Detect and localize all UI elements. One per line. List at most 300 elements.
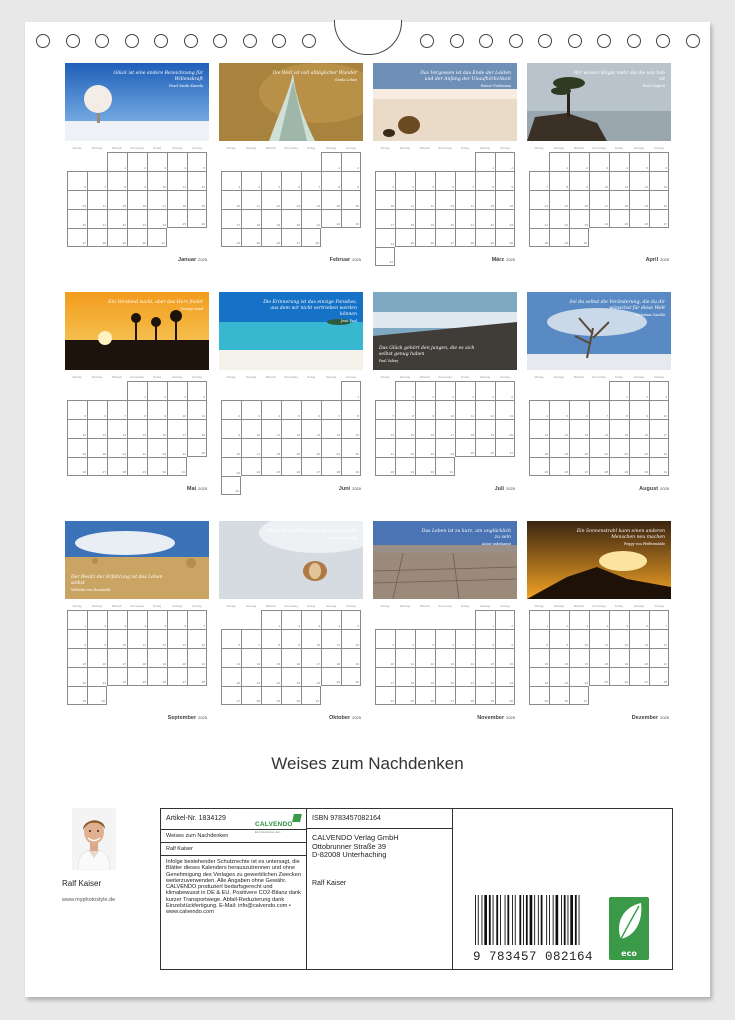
day-number: 7 bbox=[472, 185, 474, 189]
day-cell bbox=[187, 209, 207, 228]
day-number: 8 bbox=[546, 643, 548, 647]
day-cell bbox=[649, 648, 669, 667]
day-cell bbox=[455, 171, 475, 190]
day-cell bbox=[187, 610, 207, 629]
day-number: 14 bbox=[544, 204, 548, 208]
weekday-label: Sonntag bbox=[346, 376, 356, 379]
day-number: 18 bbox=[624, 204, 628, 208]
month-photo bbox=[527, 521, 671, 599]
day-number: 26 bbox=[644, 222, 648, 226]
day-number: 13 bbox=[644, 643, 648, 647]
day-cell bbox=[549, 152, 569, 171]
day-cell bbox=[187, 400, 207, 419]
day-number: 8 bbox=[84, 643, 86, 647]
day-cell bbox=[609, 171, 629, 190]
day-number: 15 bbox=[624, 433, 628, 437]
day-number: 25 bbox=[182, 222, 186, 226]
day-number: 5 bbox=[626, 624, 628, 628]
month-photo bbox=[65, 521, 209, 599]
day-cell bbox=[321, 190, 341, 209]
calvendo-tagline: Ein Unternehmen der ... bbox=[255, 831, 283, 834]
day-number: 13 bbox=[296, 204, 300, 208]
day-number: 6 bbox=[586, 414, 588, 418]
month-name: Dezember bbox=[631, 715, 659, 721]
day-cell bbox=[395, 171, 415, 190]
weekday-label: Mittwoch bbox=[111, 376, 123, 379]
weekday-label: Samstag bbox=[479, 147, 491, 150]
day-number: 11 bbox=[410, 204, 414, 208]
day-cell bbox=[261, 209, 281, 228]
day-number: 1 bbox=[357, 395, 359, 399]
day-cell bbox=[281, 438, 301, 457]
weekday-label: Freitag bbox=[460, 376, 470, 379]
binding-ring bbox=[243, 34, 257, 48]
day-number: 17 bbox=[584, 662, 588, 666]
binding-ring bbox=[450, 34, 464, 48]
day-number: 13 bbox=[316, 433, 320, 437]
day-number: 23 bbox=[236, 471, 240, 475]
day-number: 1 bbox=[144, 395, 146, 399]
day-cell bbox=[569, 400, 589, 419]
day-number: 5 bbox=[357, 624, 359, 628]
day-cell bbox=[395, 400, 415, 419]
month-year: 2025 bbox=[198, 715, 207, 720]
day-number: 7 bbox=[104, 185, 106, 189]
month-juni bbox=[219, 292, 363, 500]
day-cell bbox=[127, 381, 147, 400]
day-number: 4 bbox=[626, 166, 628, 170]
day-number: 19 bbox=[296, 452, 300, 456]
month-name: Mai bbox=[186, 486, 197, 492]
day-number: 15 bbox=[544, 662, 548, 666]
day-number: 7 bbox=[203, 624, 205, 628]
day-number: 28 bbox=[315, 241, 319, 245]
day-number: 10 bbox=[584, 643, 588, 647]
quote-author: Peggy von Pfeffermühle bbox=[624, 542, 665, 546]
day-cell bbox=[435, 171, 455, 190]
weekday-label: Donnerstag bbox=[592, 376, 606, 379]
day-number: 10 bbox=[236, 204, 240, 208]
day-number: 28 bbox=[544, 241, 548, 245]
quote-author: Ruth Gugerli bbox=[642, 84, 665, 88]
day-number: 8 bbox=[144, 414, 146, 418]
day-cell bbox=[529, 629, 549, 648]
day-cell bbox=[221, 438, 241, 457]
day-cell bbox=[609, 381, 629, 400]
day-number: 7 bbox=[124, 414, 126, 418]
day-cell bbox=[455, 419, 475, 438]
day-number: 14 bbox=[122, 433, 126, 437]
day-cell bbox=[261, 629, 281, 648]
day-number: 17 bbox=[390, 681, 394, 685]
day-cell bbox=[127, 629, 147, 648]
day-number: 24 bbox=[584, 681, 588, 685]
day-cell bbox=[415, 228, 435, 247]
day-number: 22 bbox=[490, 681, 494, 685]
day-cell bbox=[321, 629, 341, 648]
quote-text: Das Glück gehört den jungen, die es sich selbst genug haben bbox=[379, 346, 475, 357]
day-cell bbox=[589, 190, 609, 209]
day-cell bbox=[529, 438, 549, 457]
day-cell bbox=[221, 400, 241, 419]
weekday-label: Samstag bbox=[633, 147, 645, 150]
binding-ring bbox=[272, 34, 286, 48]
month-label bbox=[168, 715, 207, 721]
day-number: 31 bbox=[663, 470, 667, 474]
day-number: 20 bbox=[450, 223, 454, 227]
weekday-label: Donnerstag bbox=[592, 147, 606, 150]
weekday-label: Donnerstag bbox=[130, 376, 144, 379]
day-number: 27 bbox=[82, 241, 86, 245]
weekday-label: Montag bbox=[226, 376, 236, 379]
weekday-label: Donnerstag bbox=[284, 147, 298, 150]
day-number: 5 bbox=[84, 414, 86, 418]
day-number: 27 bbox=[450, 241, 454, 245]
day-cell bbox=[609, 400, 629, 419]
day-cell bbox=[549, 171, 569, 190]
day-number: 29 bbox=[355, 470, 359, 474]
day-number: 28 bbox=[256, 699, 260, 703]
day-cell bbox=[281, 457, 301, 476]
day-cell bbox=[87, 629, 107, 648]
weekday-label: Freitag bbox=[306, 605, 316, 608]
day-number: 18 bbox=[410, 223, 414, 227]
day-number: 9 bbox=[511, 643, 513, 647]
day-cell bbox=[87, 171, 107, 190]
weekday-label: Mittwoch bbox=[419, 376, 431, 379]
day-number: 16 bbox=[162, 433, 166, 437]
weekday-label: Donnerstag bbox=[438, 147, 452, 150]
day-cell bbox=[569, 190, 589, 209]
day-cell bbox=[495, 152, 515, 171]
day-number: 19 bbox=[201, 204, 205, 208]
day-cell bbox=[629, 171, 649, 190]
day-number: 27 bbox=[644, 680, 648, 684]
month-september bbox=[65, 521, 209, 729]
day-cell bbox=[107, 209, 127, 228]
day-cell bbox=[529, 667, 549, 686]
day-number: 10 bbox=[162, 185, 166, 189]
day-cell bbox=[609, 457, 629, 476]
day-grid bbox=[221, 381, 361, 495]
day-cell bbox=[495, 419, 515, 438]
day-number: 24 bbox=[182, 452, 186, 456]
day-number: 29 bbox=[410, 470, 414, 474]
month-year: 2025 bbox=[506, 486, 515, 491]
day-number: 24 bbox=[450, 452, 454, 456]
day-cell bbox=[127, 419, 147, 438]
weekday-label: Dienstag bbox=[399, 147, 411, 150]
day-number: 6 bbox=[104, 414, 106, 418]
day-cell bbox=[241, 228, 261, 247]
day-cell bbox=[127, 648, 147, 667]
day-cell bbox=[549, 629, 569, 648]
month-label bbox=[339, 486, 361, 492]
day-number: 26 bbox=[430, 241, 434, 245]
day-cell bbox=[609, 419, 629, 438]
day-cell bbox=[107, 400, 127, 419]
day-number: 10 bbox=[316, 643, 320, 647]
day-cell bbox=[301, 400, 321, 419]
day-cell bbox=[221, 457, 241, 476]
weekday-label: Donnerstag bbox=[438, 376, 452, 379]
day-cell bbox=[629, 438, 649, 457]
day-number: 23 bbox=[296, 681, 300, 685]
day-number: 21 bbox=[470, 681, 474, 685]
day-cell bbox=[167, 419, 187, 438]
day-cell bbox=[609, 438, 629, 457]
day-cell bbox=[589, 171, 609, 190]
weekday-label: Dienstag bbox=[91, 605, 103, 608]
day-number: 8 bbox=[278, 643, 280, 647]
day-number: 2 bbox=[238, 414, 240, 418]
weekday-label: Sonntag bbox=[500, 605, 510, 608]
day-number: 16 bbox=[509, 204, 513, 208]
weekday-label: Montag bbox=[534, 147, 544, 150]
day-number: 20 bbox=[296, 223, 300, 227]
weekday-header bbox=[67, 147, 207, 150]
day-cell bbox=[395, 457, 415, 476]
hanger-cutout bbox=[334, 20, 402, 55]
day-cell bbox=[321, 400, 341, 419]
day-number: 11 bbox=[604, 643, 608, 647]
day-cell bbox=[87, 209, 107, 228]
day-cell bbox=[395, 228, 415, 247]
day-cell bbox=[187, 381, 207, 400]
month-year: 2025 bbox=[660, 257, 669, 262]
day-number: 8 bbox=[412, 414, 414, 418]
day-cell bbox=[87, 686, 107, 705]
day-number: 27 bbox=[450, 699, 454, 703]
day-cell bbox=[375, 171, 395, 190]
day-cell bbox=[147, 610, 167, 629]
month-quote bbox=[107, 71, 203, 89]
day-number: 22 bbox=[564, 223, 568, 227]
day-number: 30 bbox=[430, 470, 434, 474]
day-number: 25 bbox=[544, 470, 548, 474]
weekday-header bbox=[529, 605, 669, 608]
day-cell bbox=[167, 438, 187, 457]
day-number: 8 bbox=[338, 185, 340, 189]
day-cell bbox=[395, 648, 415, 667]
day-number: 28 bbox=[102, 241, 106, 245]
day-cell bbox=[127, 190, 147, 209]
day-number: 14 bbox=[604, 433, 608, 437]
day-number: 11 bbox=[410, 662, 414, 666]
day-cell bbox=[341, 648, 361, 667]
day-number: 13 bbox=[102, 433, 106, 437]
day-number: 22 bbox=[490, 223, 494, 227]
quote-author: Autor unbekannt bbox=[481, 542, 511, 546]
day-cell bbox=[147, 228, 167, 247]
day-number: 17 bbox=[450, 433, 454, 437]
day-cell bbox=[321, 648, 341, 667]
day-number: 8 bbox=[357, 414, 359, 418]
day-number: 25 bbox=[470, 451, 474, 455]
day-number: 14 bbox=[102, 204, 106, 208]
day-number: 11 bbox=[256, 204, 260, 208]
day-cell bbox=[589, 610, 609, 629]
day-number: 28 bbox=[201, 680, 205, 684]
day-cell bbox=[261, 438, 281, 457]
day-number: 10 bbox=[390, 662, 394, 666]
day-number: 23 bbox=[584, 223, 588, 227]
day-cell bbox=[609, 648, 629, 667]
day-cell bbox=[67, 686, 87, 705]
day-number: 9 bbox=[164, 414, 166, 418]
day-cell bbox=[455, 228, 475, 247]
day-cell bbox=[301, 667, 321, 686]
day-cell bbox=[455, 629, 475, 648]
day-number: 25 bbox=[624, 222, 628, 226]
day-cell bbox=[87, 610, 107, 629]
day-cell bbox=[341, 457, 361, 476]
day-cell bbox=[549, 610, 569, 629]
day-cell bbox=[475, 438, 495, 457]
weekday-header bbox=[529, 376, 669, 379]
day-number: 19 bbox=[430, 223, 434, 227]
day-number: 15 bbox=[336, 204, 340, 208]
day-number: 6 bbox=[452, 643, 454, 647]
month-quote bbox=[415, 71, 511, 89]
day-number: 15 bbox=[564, 204, 568, 208]
day-number: 24 bbox=[122, 680, 126, 684]
day-cell bbox=[241, 629, 261, 648]
day-cell bbox=[107, 610, 127, 629]
month-label bbox=[477, 715, 515, 721]
day-cell bbox=[67, 438, 87, 457]
day-number: 18 bbox=[142, 662, 146, 666]
day-number: 20 bbox=[102, 452, 106, 456]
month-year: 2025 bbox=[352, 257, 361, 262]
day-number: 12 bbox=[430, 662, 434, 666]
day-number: 4 bbox=[278, 414, 280, 418]
day-cell bbox=[127, 457, 147, 476]
ean-number: 9 783457 082164 bbox=[473, 950, 594, 964]
day-number: 16 bbox=[644, 433, 648, 437]
quote-text: Glück ist eine andere Bezeichnung für Willenskraft bbox=[113, 71, 203, 82]
day-cell bbox=[569, 667, 589, 686]
weekday-label: Samstag bbox=[171, 147, 183, 150]
publisher-street: Ottobrunner Straße 39 bbox=[312, 841, 386, 851]
weekday-label: Samstag bbox=[171, 605, 183, 608]
day-number: 10 bbox=[450, 414, 454, 418]
day-number: 1 bbox=[546, 624, 548, 628]
day-cell bbox=[321, 171, 341, 190]
weekday-label: Montag bbox=[380, 147, 390, 150]
day-cell bbox=[261, 190, 281, 209]
day-number: 4 bbox=[546, 414, 548, 418]
article-row bbox=[161, 809, 306, 834]
day-number: 28 bbox=[336, 470, 340, 474]
day-cell bbox=[495, 228, 515, 247]
day-number: 27 bbox=[584, 470, 588, 474]
weekday-label: Montag bbox=[72, 147, 82, 150]
binding-ring bbox=[509, 34, 523, 48]
day-number: 18 bbox=[604, 662, 608, 666]
day-number: 21 bbox=[122, 452, 126, 456]
day-number: 22 bbox=[336, 222, 340, 226]
day-number: 30 bbox=[235, 489, 239, 493]
weekday-header bbox=[221, 376, 361, 379]
day-cell bbox=[569, 686, 589, 705]
day-cell bbox=[261, 686, 281, 705]
day-cell bbox=[341, 419, 361, 438]
day-number: 31 bbox=[181, 470, 185, 474]
day-cell bbox=[301, 171, 321, 190]
author-block bbox=[62, 808, 142, 903]
day-cell bbox=[529, 171, 549, 190]
day-cell bbox=[375, 686, 395, 705]
product-title-line: Weises zum Nachdenken bbox=[161, 830, 306, 843]
day-number: 23 bbox=[509, 223, 513, 227]
weekday-label: Montag bbox=[72, 376, 82, 379]
day-cell bbox=[455, 648, 475, 667]
day-cell bbox=[529, 457, 549, 476]
binding-ring bbox=[568, 34, 582, 48]
day-cell bbox=[107, 419, 127, 438]
day-cell bbox=[87, 419, 107, 438]
calendar-title: Weises zum Nachdenken bbox=[271, 754, 464, 773]
day-number: 1 bbox=[412, 395, 414, 399]
day-number: 23 bbox=[102, 681, 106, 685]
day-number: 7 bbox=[392, 414, 394, 418]
day-cell bbox=[475, 381, 495, 400]
day-number: 12 bbox=[624, 643, 628, 647]
day-cell bbox=[549, 190, 569, 209]
day-number: 25 bbox=[142, 680, 146, 684]
weekday-label: Donnerstag bbox=[284, 605, 298, 608]
day-cell bbox=[321, 152, 341, 171]
quote-text: Das Leben ist zu kurz, um unglücklich zu sein bbox=[421, 529, 511, 540]
day-number: 4 bbox=[338, 624, 340, 628]
day-number: 26 bbox=[355, 680, 359, 684]
month-name: März bbox=[491, 257, 505, 263]
day-cell bbox=[261, 667, 281, 686]
month-dezember bbox=[527, 521, 671, 729]
day-number: 19 bbox=[490, 433, 494, 437]
day-number: 24 bbox=[162, 223, 166, 227]
month-year: 2025 bbox=[198, 257, 207, 262]
day-number: 16 bbox=[355, 204, 359, 208]
day-cell bbox=[341, 610, 361, 629]
day-cell bbox=[127, 171, 147, 190]
day-number: 12 bbox=[490, 414, 494, 418]
day-cell bbox=[435, 686, 455, 705]
day-cell bbox=[415, 667, 435, 686]
day-number: 11 bbox=[142, 643, 146, 647]
day-number: 2 bbox=[646, 395, 648, 399]
day-cell bbox=[167, 209, 187, 228]
day-number: 26 bbox=[564, 470, 568, 474]
day-number: 16 bbox=[584, 204, 588, 208]
weekday-label: Samstag bbox=[325, 605, 337, 608]
day-cell bbox=[415, 381, 435, 400]
day-cell bbox=[495, 381, 515, 400]
day-number: 25 bbox=[336, 680, 340, 684]
day-cell bbox=[495, 438, 515, 457]
day-number: 16 bbox=[102, 662, 106, 666]
day-number: 7 bbox=[258, 643, 260, 647]
weekday-label: Montag bbox=[534, 605, 544, 608]
day-number: 16 bbox=[142, 204, 146, 208]
weekday-label: Montag bbox=[226, 147, 236, 150]
weekday-label: Freitag bbox=[460, 605, 470, 608]
day-number: 21 bbox=[201, 662, 205, 666]
day-cell bbox=[649, 667, 669, 686]
day-cell bbox=[167, 152, 187, 171]
day-cell bbox=[261, 400, 281, 419]
